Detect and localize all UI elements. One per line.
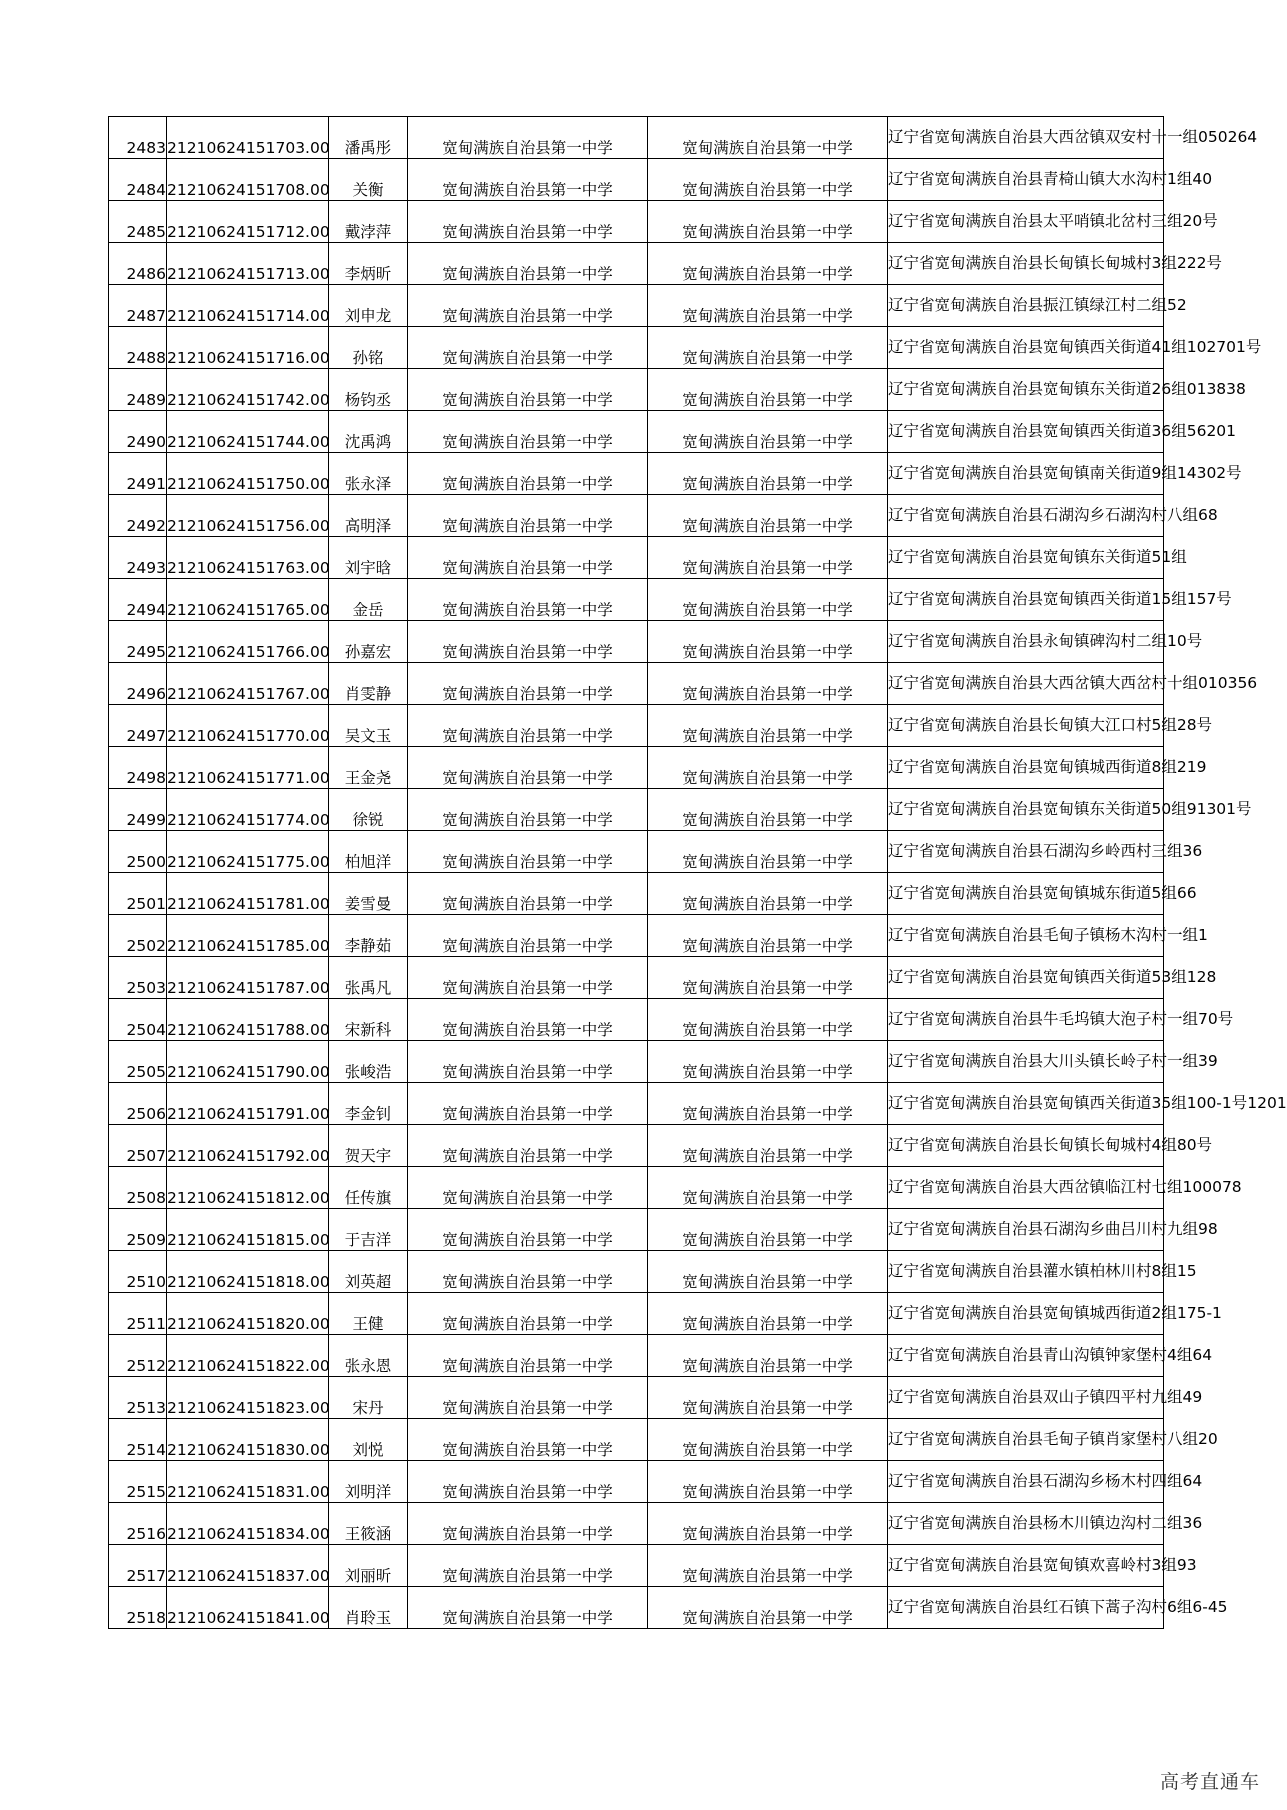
table-row	[109, 915, 1164, 957]
row-number: 2487	[109, 285, 167, 327]
row-number: 2499	[109, 789, 167, 831]
home-address: 辽宁省宽甸满族自治县太平哨镇北岔村三组20号	[888, 201, 1164, 243]
table-row	[109, 1083, 1164, 1125]
row-number: 2512	[109, 1335, 167, 1377]
candidate-id: 21210624151712.00	[167, 201, 329, 243]
graduation-school: 宽甸满族自治县第一中学	[648, 1125, 888, 1167]
table-row	[109, 705, 1164, 747]
graduation-school: 宽甸满族自治县第一中学	[648, 1209, 888, 1251]
home-address: 辽宁省宽甸满族自治县石湖沟乡杨木村四组64	[888, 1461, 1164, 1503]
row-number: 2500	[109, 831, 167, 873]
home-address: 辽宁省宽甸满族自治县长甸镇大江口村5组28号	[888, 705, 1164, 747]
table-row	[109, 999, 1164, 1041]
graduation-school: 宽甸满族自治县第一中学	[648, 369, 888, 411]
graduation-school: 宽甸满族自治县第一中学	[648, 873, 888, 915]
row-number: 2516	[109, 1503, 167, 1545]
home-address: 辽宁省宽甸满族自治县宽甸镇欢喜岭村3组93	[888, 1545, 1164, 1587]
row-number: 2514	[109, 1419, 167, 1461]
student-name: 肖聆玉	[329, 1587, 408, 1629]
row-number: 2489	[109, 369, 167, 411]
home-address: 辽宁省宽甸满族自治县大川头镇长岭子村一组39	[888, 1041, 1164, 1083]
candidate-id: 21210624151774.00	[167, 789, 329, 831]
row-number: 2483	[109, 117, 167, 159]
table-row	[109, 747, 1164, 789]
home-address: 辽宁省宽甸满族自治县青椅山镇大水沟村1组40	[888, 159, 1164, 201]
graduation-school: 宽甸满族自治县第一中学	[648, 1503, 888, 1545]
graduation-school: 宽甸满族自治县第一中学	[648, 789, 888, 831]
home-address: 辽宁省宽甸满族自治县振江镇绿江村二组52	[888, 285, 1164, 327]
graduation-school: 宽甸满族自治县第一中学	[648, 411, 888, 453]
graduation-school: 宽甸满族自治县第一中学	[648, 1251, 888, 1293]
candidate-id: 21210624151788.00	[167, 999, 329, 1041]
table-row	[109, 1251, 1164, 1293]
home-address: 辽宁省宽甸满族自治县毛甸子镇杨木沟村一组1	[888, 915, 1164, 957]
home-address: 辽宁省宽甸满族自治县石湖沟乡石湖沟村八组68	[888, 495, 1164, 537]
student-name: 戴浡萍	[329, 201, 408, 243]
school-name: 宽甸满族自治县第一中学	[408, 159, 648, 201]
table-row	[109, 831, 1164, 873]
student-name: 潘禹彤	[329, 117, 408, 159]
table-row	[109, 1545, 1164, 1587]
student-name: 刘悦	[329, 1419, 408, 1461]
graduation-school: 宽甸满族自治县第一中学	[648, 579, 888, 621]
row-number: 2492	[109, 495, 167, 537]
table-row	[109, 411, 1164, 453]
student-name: 徐锐	[329, 789, 408, 831]
school-name: 宽甸满族自治县第一中学	[408, 1419, 648, 1461]
table-row	[109, 1503, 1164, 1545]
row-number: 2513	[109, 1377, 167, 1419]
graduation-school: 宽甸满族自治县第一中学	[648, 495, 888, 537]
table-row	[109, 663, 1164, 705]
graduation-school: 宽甸满族自治县第一中学	[648, 1041, 888, 1083]
row-number: 2504	[109, 999, 167, 1041]
school-name: 宽甸满族自治县第一中学	[408, 663, 648, 705]
table-row	[109, 789, 1164, 831]
school-name: 宽甸满族自治县第一中学	[408, 579, 648, 621]
student-name: 李金钊	[329, 1083, 408, 1125]
home-address: 辽宁省宽甸满族自治县双山子镇四平村九组49	[888, 1377, 1164, 1419]
student-name: 肖雯静	[329, 663, 408, 705]
home-address: 辽宁省宽甸满族自治县宽甸镇东关街道26组013838	[888, 369, 1164, 411]
student-name: 沈禹鸿	[329, 411, 408, 453]
student-name: 于吉洋	[329, 1209, 408, 1251]
candidate-id: 21210624151703.00	[167, 117, 329, 159]
row-number: 2486	[109, 243, 167, 285]
table-row	[109, 243, 1164, 285]
graduation-school: 宽甸满族自治县第一中学	[648, 243, 888, 285]
candidate-id: 21210624151818.00	[167, 1251, 329, 1293]
student-name: 张永泽	[329, 453, 408, 495]
school-name: 宽甸满族自治县第一中学	[408, 411, 648, 453]
candidate-id: 21210624151822.00	[167, 1335, 329, 1377]
home-address: 辽宁省宽甸满族自治县宽甸镇南关街道9组14302号	[888, 453, 1164, 495]
school-name: 宽甸满族自治县第一中学	[408, 1041, 648, 1083]
home-address: 辽宁省宽甸满族自治县红石镇下蒿子沟村6组6-45	[888, 1587, 1164, 1629]
row-number: 2518	[109, 1587, 167, 1629]
candidate-id: 21210624151785.00	[167, 915, 329, 957]
row-number: 2505	[109, 1041, 167, 1083]
school-name: 宽甸满族自治县第一中学	[408, 1587, 648, 1629]
graduation-school: 宽甸满族自治县第一中学	[648, 1587, 888, 1629]
student-name: 宋新科	[329, 999, 408, 1041]
school-name: 宽甸满族自治县第一中学	[408, 285, 648, 327]
table-row	[109, 1587, 1164, 1629]
candidate-id: 21210624151812.00	[167, 1167, 329, 1209]
student-name: 金岳	[329, 579, 408, 621]
candidate-id: 21210624151708.00	[167, 159, 329, 201]
table-row	[109, 285, 1164, 327]
graduation-school: 宽甸满族自治县第一中学	[648, 1083, 888, 1125]
table-row	[109, 369, 1164, 411]
student-name: 李炳昕	[329, 243, 408, 285]
graduation-school: 宽甸满族自治县第一中学	[648, 159, 888, 201]
roster-body	[109, 117, 1287, 1629]
student-name: 刘丽昕	[329, 1545, 408, 1587]
student-name: 刘宇晗	[329, 537, 408, 579]
school-name: 宽甸满族自治县第一中学	[408, 201, 648, 243]
table-row	[109, 621, 1164, 663]
graduation-school: 宽甸满族自治县第一中学	[648, 915, 888, 957]
student-name: 姜雪曼	[329, 873, 408, 915]
school-name: 宽甸满族自治县第一中学	[408, 1125, 648, 1167]
row-number: 2508	[109, 1167, 167, 1209]
graduation-school: 宽甸满族自治县第一中学	[648, 621, 888, 663]
school-name: 宽甸满族自治县第一中学	[408, 495, 648, 537]
school-name: 宽甸满族自治县第一中学	[408, 915, 648, 957]
school-name: 宽甸满族自治县第一中学	[408, 1293, 648, 1335]
table-row	[109, 1041, 1164, 1083]
row-number: 2510	[109, 1251, 167, 1293]
candidate-id: 21210624151830.00	[167, 1419, 329, 1461]
graduation-school: 宽甸满族自治县第一中学	[648, 831, 888, 873]
table-row	[109, 1461, 1164, 1503]
row-number: 2506	[109, 1083, 167, 1125]
graduation-school: 宽甸满族自治县第一中学	[648, 1461, 888, 1503]
candidate-id: 21210624151820.00	[167, 1293, 329, 1335]
school-name: 宽甸满族自治县第一中学	[408, 1377, 648, 1419]
graduation-school: 宽甸满族自治县第一中学	[648, 1335, 888, 1377]
candidate-id: 21210624151716.00	[167, 327, 329, 369]
home-address: 辽宁省宽甸满族自治县青山沟镇钟家堡村4组64	[888, 1335, 1164, 1377]
school-name: 宽甸满族自治县第一中学	[408, 831, 648, 873]
candidate-id: 21210624151841.00	[167, 1587, 329, 1629]
student-name: 王健	[329, 1293, 408, 1335]
student-name: 张禹凡	[329, 957, 408, 999]
candidate-id: 21210624151742.00	[167, 369, 329, 411]
row-number: 2517	[109, 1545, 167, 1587]
row-number: 2497	[109, 705, 167, 747]
student-name: 宋丹	[329, 1377, 408, 1419]
student-name: 贺天宇	[329, 1125, 408, 1167]
candidate-id: 21210624151775.00	[167, 831, 329, 873]
table-row	[109, 1125, 1164, 1167]
home-address: 辽宁省宽甸满族自治县大西岔镇双安村十一组050264	[888, 117, 1164, 159]
school-name: 宽甸满族自治县第一中学	[408, 1335, 648, 1377]
home-address: 辽宁省宽甸满族自治县大西岔镇临江村七组100078	[888, 1167, 1164, 1209]
candidate-id: 21210624151790.00	[167, 1041, 329, 1083]
candidate-id: 21210624151815.00	[167, 1209, 329, 1251]
row-number: 2511	[109, 1293, 167, 1335]
student-name: 李静茹	[329, 915, 408, 957]
candidate-id: 21210624151831.00	[167, 1461, 329, 1503]
home-address: 辽宁省宽甸满族自治县长甸镇长甸城村3组222号	[888, 243, 1164, 285]
student-name: 刘英超	[329, 1251, 408, 1293]
graduation-school: 宽甸满族自治县第一中学	[648, 705, 888, 747]
school-name: 宽甸满族自治县第一中学	[408, 621, 648, 663]
candidate-id: 21210624151714.00	[167, 285, 329, 327]
home-address: 辽宁省宽甸满族自治县宽甸镇城西街道8组219	[888, 747, 1164, 789]
graduation-school: 宽甸满族自治县第一中学	[648, 1167, 888, 1209]
school-name: 宽甸满族自治县第一中学	[408, 1251, 648, 1293]
school-name: 宽甸满族自治县第一中学	[408, 1167, 648, 1209]
table-row	[109, 873, 1164, 915]
candidate-id: 21210624151770.00	[167, 705, 329, 747]
student-name: 孙嘉宏	[329, 621, 408, 663]
table-row	[109, 957, 1164, 999]
school-name: 宽甸满族自治县第一中学	[408, 957, 648, 999]
home-address: 辽宁省宽甸满族自治县石湖沟乡岭西村三组36	[888, 831, 1164, 873]
candidate-id: 21210624151791.00	[167, 1083, 329, 1125]
table-row	[109, 453, 1164, 495]
table-row	[109, 1167, 1164, 1209]
graduation-school: 宽甸满族自治县第一中学	[648, 1545, 888, 1587]
graduation-school: 宽甸满族自治县第一中学	[648, 201, 888, 243]
home-address: 辽宁省宽甸满族自治县大西岔镇大西岔村十组010356	[888, 663, 1164, 705]
home-address: 辽宁省宽甸满族自治县长甸镇长甸城村4组80号	[888, 1125, 1164, 1167]
candidate-id: 21210624151834.00	[167, 1503, 329, 1545]
candidate-id: 21210624151771.00	[167, 747, 329, 789]
candidate-id: 21210624151713.00	[167, 243, 329, 285]
graduation-school: 宽甸满族自治县第一中学	[648, 117, 888, 159]
home-address: 辽宁省宽甸满族自治县毛甸子镇肖家堡村八组20	[888, 1419, 1164, 1461]
school-name: 宽甸满族自治县第一中学	[408, 1545, 648, 1587]
home-address: 辽宁省宽甸满族自治县牛毛坞镇大泡子村一组70号	[888, 999, 1164, 1041]
table-row	[109, 537, 1164, 579]
home-address: 辽宁省宽甸满族自治县宽甸镇西关街道53组128	[888, 957, 1164, 999]
school-name: 宽甸满族自治县第一中学	[408, 453, 648, 495]
table-row	[109, 579, 1164, 621]
home-address: 辽宁省宽甸满族自治县宽甸镇西关街道36组56201	[888, 411, 1164, 453]
school-name: 宽甸满族自治县第一中学	[408, 789, 648, 831]
table-row	[109, 1377, 1164, 1419]
table-row	[109, 1419, 1164, 1461]
row-number: 2507	[109, 1125, 167, 1167]
candidate-id: 21210624151763.00	[167, 537, 329, 579]
student-name: 孙铭	[329, 327, 408, 369]
candidate-id: 21210624151765.00	[167, 579, 329, 621]
student-name: 王金尧	[329, 747, 408, 789]
graduation-school: 宽甸满族自治县第一中学	[648, 453, 888, 495]
school-name: 宽甸满族自治县第一中学	[408, 1209, 648, 1251]
school-name: 宽甸满族自治县第一中学	[408, 1461, 648, 1503]
student-name: 刘申龙	[329, 285, 408, 327]
table-row	[109, 327, 1164, 369]
graduation-school: 宽甸满族自治县第一中学	[648, 999, 888, 1041]
student-name: 柏旭洋	[329, 831, 408, 873]
student-name: 关衡	[329, 159, 408, 201]
student-name: 王筱涵	[329, 1503, 408, 1545]
candidate-id: 21210624151744.00	[167, 411, 329, 453]
student-name: 任传旗	[329, 1167, 408, 1209]
candidate-id: 21210624151750.00	[167, 453, 329, 495]
graduation-school: 宽甸满族自治县第一中学	[648, 1377, 888, 1419]
row-number: 2494	[109, 579, 167, 621]
home-address: 辽宁省宽甸满族自治县宽甸镇城西街道2组175-1	[888, 1293, 1164, 1335]
student-name: 张峻浩	[329, 1041, 408, 1083]
row-number: 2502	[109, 915, 167, 957]
home-address: 辽宁省宽甸满族自治县宽甸镇西关街道15组157号	[888, 579, 1164, 621]
student-name: 高明泽	[329, 495, 408, 537]
candidate-id: 21210624151756.00	[167, 495, 329, 537]
school-name: 宽甸满族自治县第一中学	[408, 369, 648, 411]
row-number: 2484	[109, 159, 167, 201]
row-number: 2485	[109, 201, 167, 243]
home-address: 辽宁省宽甸满族自治县永甸镇碑沟村二组10号	[888, 621, 1164, 663]
table-row	[109, 1209, 1164, 1251]
candidate-id: 21210624151787.00	[167, 957, 329, 999]
home-address: 辽宁省宽甸满族自治县宽甸镇东关街道50组91301号	[888, 789, 1164, 831]
graduation-school: 宽甸满族自治县第一中学	[648, 747, 888, 789]
school-name: 宽甸满族自治县第一中学	[408, 747, 648, 789]
table-row	[109, 159, 1164, 201]
footer-watermark: 高考直通车	[1159, 1771, 1260, 1793]
table-row	[109, 1335, 1164, 1377]
school-name: 宽甸满族自治县第一中学	[408, 873, 648, 915]
graduation-school: 宽甸满族自治县第一中学	[648, 1419, 888, 1461]
home-address: 辽宁省宽甸满族自治县宽甸镇东关街道51组	[888, 537, 1164, 579]
school-name: 宽甸满族自治县第一中学	[408, 243, 648, 285]
row-number: 2495	[109, 621, 167, 663]
row-number: 2493	[109, 537, 167, 579]
row-number: 2501	[109, 873, 167, 915]
row-number: 2496	[109, 663, 167, 705]
table-row	[109, 1293, 1164, 1335]
row-number: 2490	[109, 411, 167, 453]
table-row	[109, 495, 1164, 537]
candidate-id: 21210624151781.00	[167, 873, 329, 915]
school-name: 宽甸满族自治县第一中学	[408, 1503, 648, 1545]
row-number: 2491	[109, 453, 167, 495]
home-address: 辽宁省宽甸满族自治县灌水镇柏林川村8组15	[888, 1251, 1164, 1293]
school-name: 宽甸满族自治县第一中学	[408, 537, 648, 579]
candidate-id: 21210624151837.00	[167, 1545, 329, 1587]
row-number: 2488	[109, 327, 167, 369]
school-name: 宽甸满族自治县第一中学	[408, 705, 648, 747]
row-number: 2503	[109, 957, 167, 999]
graduation-school: 宽甸满族自治县第一中学	[648, 957, 888, 999]
candidate-id: 21210624151767.00	[167, 663, 329, 705]
roster-table	[108, 116, 1287, 1629]
home-address: 辽宁省宽甸满族自治县杨木川镇边沟村二组36	[888, 1503, 1164, 1545]
school-name: 宽甸满族自治县第一中学	[408, 1083, 648, 1125]
student-name: 吴文玉	[329, 705, 408, 747]
student-name: 张永恩	[329, 1335, 408, 1377]
home-address: 辽宁省宽甸满族自治县宽甸镇城东街道5组66	[888, 873, 1164, 915]
school-name: 宽甸满族自治县第一中学	[408, 999, 648, 1041]
row-number: 2515	[109, 1461, 167, 1503]
graduation-school: 宽甸满族自治县第一中学	[648, 537, 888, 579]
table-row	[109, 201, 1164, 243]
school-name: 宽甸满族自治县第一中学	[408, 327, 648, 369]
row-number: 2498	[109, 747, 167, 789]
student-name: 杨钧丞	[329, 369, 408, 411]
candidate-id: 21210624151792.00	[167, 1125, 329, 1167]
school-name: 宽甸满族自治县第一中学	[408, 117, 648, 159]
student-name: 刘明洋	[329, 1461, 408, 1503]
home-address: 辽宁省宽甸满族自治县宽甸镇西关街道41组102701号	[888, 327, 1164, 369]
home-address: 辽宁省宽甸满族自治县石湖沟乡曲吕川村九组98	[888, 1209, 1164, 1251]
candidate-id: 21210624151823.00	[167, 1377, 329, 1419]
graduation-school: 宽甸满族自治县第一中学	[648, 1293, 888, 1335]
graduation-school: 宽甸满族自治县第一中学	[648, 663, 888, 705]
table-row	[109, 117, 1164, 159]
candidate-id: 21210624151766.00	[167, 621, 329, 663]
graduation-school: 宽甸满族自治县第一中学	[648, 285, 888, 327]
graduation-school: 宽甸满族自治县第一中学	[648, 327, 888, 369]
home-address: 辽宁省宽甸满族自治县宽甸镇西关街道35组100-1号1201	[888, 1083, 1164, 1125]
row-number: 2509	[109, 1209, 167, 1251]
